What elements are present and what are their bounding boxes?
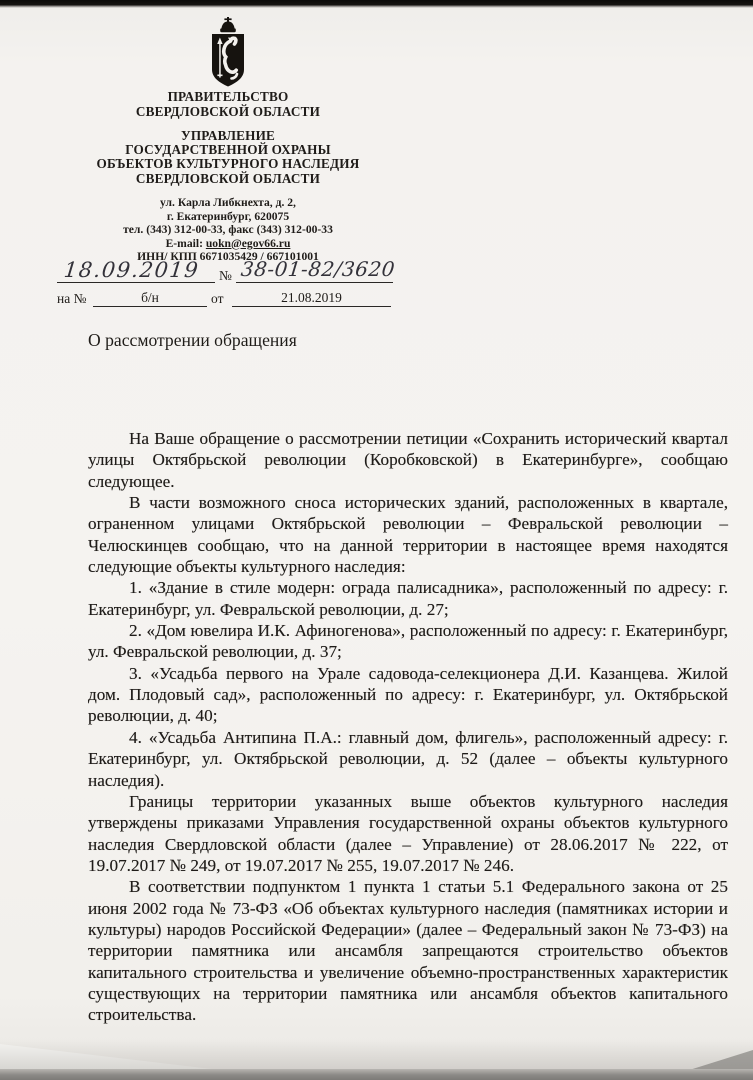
incoming-number: б/н: [141, 290, 159, 305]
outgoing-date-handwritten: 18.09.2019: [62, 258, 201, 282]
body-paragraph-law: В соответствии подпунктом 1 пункта 1 статьи 5.1 Федерального закона от 25 июня 2002 года № 73-ФЗ «Об объектах культурного наследия (памятниках истории и культуры) народов Российской Федерации» (далее – Федеральный закон № 73-ФЗ) на территории памятника или ансамбля запрещаются строительство объектов капитального строительства и увеличение объемно-пространственных характеристик существующих на территории памятника или ансамбля объектов капитального строительства.: [88, 877, 728, 1025]
inn-kpp: ИНН/ КПП 6671035429 / 667101001: [137, 250, 319, 263]
department-name: [56, 129, 400, 186]
body-list-item-2: 2. «Дом ювелира И.К. Афиногенова», расположенный по адресу: г. Екатеринбург, ул. Февральской революции, д. 37;: [88, 621, 728, 662]
body-list-item-4: 4. «Усадьба Антипина П.А.: главный дом, флигель», расположенный адресу: г. Екатеринбург, ул. Октябрьской революции, д. 52 (далее – объекты культурного наследия).: [88, 727, 728, 790]
from-label: от: [211, 291, 224, 306]
body-paragraph-quarter: В части возможного сноса исторических зданий, расположенных в квартале, ограненном улицами Октябрьской революции – Февральской революции – Челюскинцев сообщаю, что на данной территории в настоящее время находятся следующие объекты культурного наследия:: [88, 493, 728, 577]
body-list-item-3: 3. «Усадьба первого на Урале садовода-селекционера Д.И. Казанцева. Жилой дом. Плодовый сад», расположенный по адресу: г. Екатеринбург, ул. Октябрьской революции, д. 40;: [88, 663, 728, 726]
phone-fax: тел. (343) 312-00-33, факс (343) 312-00-33: [123, 223, 333, 236]
government-name-line: ПРАВИТЕЛЬСТВО: [167, 89, 289, 104]
scan-artifact-bottom-fade: [0, 1040, 753, 1070]
email-label: E-mail:: [165, 236, 203, 250]
incoming-date-field: [232, 290, 391, 307]
city-address: г. Екатеринбург, 620075: [166, 209, 290, 223]
body-paragraph-intro: На Ваше обращение о рассмотрении петиции «Сохранить исторический квартал улицы Октябрьской революции (Коробковской) в Екатеринбурге», сообщаю следующее.: [88, 429, 728, 491]
email-address: uokn@egov66.ru: [205, 236, 291, 250]
government-name-line: СВЕРДЛОВСКОЙ ОБЛАСТИ: [135, 103, 321, 119]
department-name-line: ОБЪЕКТОВ КУЛЬТУРНОГО НАСЛЕДИЯ: [96, 156, 360, 172]
street-address: ул. Карла Либкнехта, д. 2,: [160, 196, 296, 209]
number-sign: №: [219, 268, 232, 283]
contact-block: [56, 196, 400, 264]
incoming-label: на №: [57, 291, 87, 306]
scan-artifact-bottom-edge: [0, 1069, 753, 1080]
department-name-line: УПРАВЛЕНИЕ: [180, 128, 276, 143]
letter-body: [88, 428, 728, 1026]
government-name: [56, 90, 400, 119]
department-name-line: ГОСУДАРСТВЕННОЙ ОХРАНЫ: [125, 142, 331, 158]
body-paragraph-borders: Границы территории указанных выше объектов культурного наследия утверждены приказами Управления государственной охраны объектов культурного наследия Свердловской области (далее – Управление) от 28.06.2017 № 222, от 19.07.2017 № 249, от 19.07.2017 № 255, 19.07.2017 № 246.: [88, 791, 728, 875]
subject-line: О рассмотрении обращения: [88, 330, 297, 350]
body-list-item-1: 1. «Здание в стиле модерн: ограда палисадника», расположенный по адресу: г. Екатеринбург, ул. Февральской революции, д. 27;: [88, 578, 728, 619]
scan-artifact-top-edge: [0, 0, 753, 8]
outgoing-number-handwritten: 38-01-82/3620: [239, 257, 397, 281]
incoming-date: 21.08.2019: [281, 290, 342, 305]
email-line: [56, 237, 400, 251]
department-name-line: СВЕРДЛОВСКОЙ ОБЛАСТИ: [135, 170, 321, 186]
sverdlovsk-coat-of-arms-icon: [208, 17, 248, 89]
incoming-number-field: [93, 290, 207, 307]
